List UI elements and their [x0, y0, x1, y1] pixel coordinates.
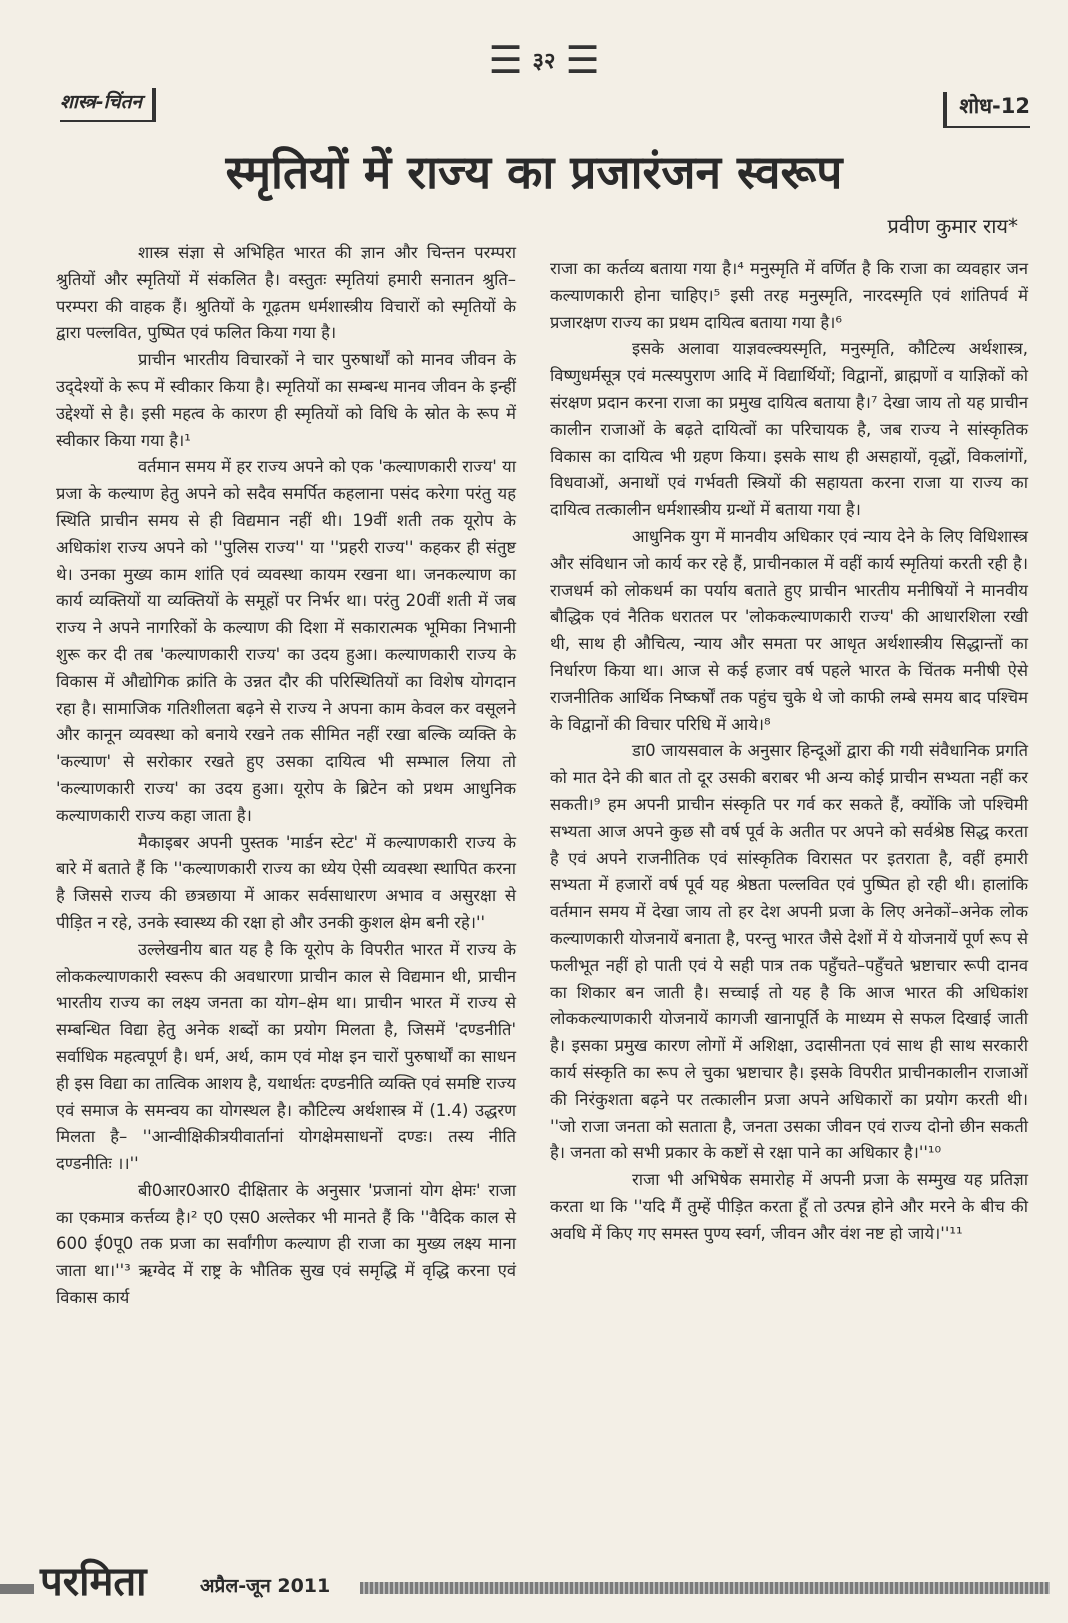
paragraph: राजा का कर्तव्य बताया गया है।⁴ मनुस्मृति में वर्णित है कि राजा का व्यवहार जन कल्याणकारी होना चाहिए।⁵ इसी तरह मनुस्मृति, नारदस्मृति एवं शांतिपर्व में प्रजारक्षण राज्य का प्रथम दायित्व बताया गया है।⁶ — [550, 259, 1028, 332]
footer-right-bar — [360, 1582, 1050, 1594]
paragraph: आधुनिक युग में मानवीय अधिकार एवं न्याय देने के लिए विधिशास्त्र और संविधान जो कार्य कर रहे हैं, प्राचीनकाल में वहीं कार्य स्मृतियां करती रही है। राजधर्म को लोकधर्म का पर्याय बताते हुए प्राचीन भारतीय मनीषियों ने मानवीय बौद्धिक एवं नैतिक धरातल पर 'लोककल्याणकारी राज्य' की आधारशिला रखी थी, साथ ही औचित्य, न्याय और समता पर आधृत अर्थशास्त्रीय सिद्धान्तों का निर्धारण किया था। आज से कई हजार वर्ष पहले भारत के चिंतक मनीषी ऐसे राजनीतिक आर्थिक निष्कर्षों तक पहुंच चुके थे जो काफी लम्बे समय बाद पश्चिम के विद्वानों की विचार परिधि में आये।⁸ — [550, 526, 1028, 734]
paragraph: प्राचीन भारतीय विचारकों ने चार पुरुषार्थों को मानव जीवन के उद्‌देश्यों के रूप में स्वीकार किया है। स्मृतियों का सम्बन्ध मानव जीवन के इन्हीं उद्देश्यों से है। इसी महत्व के कारण ही स्मृतियों को विधि के स्रोत के रूप में स्वीकार किया गया है।¹ — [56, 350, 516, 450]
shodh-label: शोध-12 — [943, 92, 1030, 128]
right-column — [550, 256, 1028, 1247]
paragraph: राजा भी अभिषेक समारोह में अपनी प्रजा के सम्मुख यह प्रतिज्ञा करता था कि ''यदि मैं तुम्हें पीड़ित करता हूँ तो उत्पन्न होने और मरने के बीच की अवधि में किए गए समस्त पुण्य स्वर्ग, जीवन और वंश नष्ट हो जाये।''¹¹ — [550, 1170, 1028, 1243]
right-ornament-icon: ☰ — [565, 38, 600, 82]
paragraph: वर्तमान समय में हर राज्य अपने को एक 'कल्याणकारी राज्य' या प्रजा के कल्याण हेतु अपने को सदैव समर्पित कहलाना पसंद करेगा परंतु यह स्थिति प्राचीन समय से ही विद्यमान नहीं थी। 19वीं शती तक यूरोप के अधिकांश राज्य अपने को ''पुलिस राज्य'' या ''प्रहरी राज्य'' कहकर ही संतुष्ट थे। उनका मुख्य काम शांति एवं व्यवस्था कायम रखना था। जनकल्याण का कार्य व्यक्तियों या व्यक्तियों के समूहों पर निर्भर था। परंतु 20वीं शती में जब राज्य ने अपने नागरिकों के कल्याण की दिशा में सकारात्मक भूमिका निभानी शुरू कर दी तब 'कल्याणकारी राज्य' का उदय हुआ। कल्याणकारी राज्य के विकास में औद्योगिक क्रांति के उन्नत दौर की परिस्थितियों का विशेष योगदान रहा है। सामाजिक गतिशीलता बढ़ने से राज्य ने अपना काम केवल कर वसूलने और कानून व्यवस्था को बनाये रखने तक सीमित नहीं रखा बल्कि व्यक्ति के 'कल्याण' से सरोकार रखते हुए उसका दायित्व भी सम्भाल लिया तो 'कल्याणकारी राज्य' का उदय हुआ। यूरोप के ब्रिटेन को प्रथम आधुनिक कल्याणकारी राज्य कहा जाता है। — [56, 457, 517, 825]
paragraph: मैकाइबर अपनी पुस्तक 'मार्डन स्टेट' में कल्याणकारी राज्य के बारे में बताते हैं कि ''कल्याणकारी राज्य का ध्येय ऐसी व्यवस्था स्थापित करना है जिससे राज्य की छत्रछाया में आकर सर्वसाधारण अभाव व असुरक्षा से पीड़ित न रहे, उनके स्वास्थ्य की रक्षा हो और उनकी कुशल क्षेम बनी रहे।'' — [56, 832, 516, 932]
section-label: शास्त्र-चिंतन — [60, 88, 156, 122]
paragraph: उल्लेखनीय बात यह है कि यूरोप के विपरीत भारत में राज्य के लोककल्याणकारी स्वरूप की अवधारणा प्राचीन काल से विद्यमान थी, प्राचीन भारतीय राज्य का लक्ष्य जनता का योग–क्षेम था। प्राचीन भारत में राज्य से सम्बन्धित विद्या हेतु अनेक शब्दों का प्रयोग मिलता है, जिसमें 'दण्डनीति' सर्वाधिक महत्वपूर्ण है। धर्म, अर्थ, काम एवं मोक्ष इन चारों पुरुषार्थों का साधन ही इस विद्या का तात्विक आशय है, यथार्थतः दण्डनीति व्यक्ति एवं समष्टि राज्य एवं समाज के समन्वय का योगस्थल है। कौटिल्य अर्थशास्त्र में (1.4) उद्धरण मिलता है– ''आन्वीक्षिकीत्रयीवार्तानां योगक्षेमसाधनों दण्डः। तस्य नीति दण्डनीतिः ।।'' — [56, 939, 516, 1174]
paragraph: शास्त्र संज्ञा से अभिहित भारत की ज्ञान और चिन्तन परम्परा श्रुतियों और स्मृतियों में संकलित है। वस्तुतः स्मृतियां हमारी सनातन श्रुति–परम्परा की वाहक हैं। श्रुतियों के गूढ़तम धर्मशास्त्रीय विचारों को स्मृतियों के द्वारा पल्लवित, पुष्पित एवं फलित किया गया है। — [56, 243, 516, 343]
article-title: स्मृतियों में राज्य का प्रजारंजन स्वरूप — [225, 145, 843, 199]
page-footer — [0, 1560, 1068, 1610]
magazine-brand: परमिता — [40, 1559, 147, 1605]
paragraph: डा0 जायसवाल के अनुसार हिन्दूओं द्वारा की गयी संवैधानिक प्रगति को मात देने की बात तो दूर उसकी बराबर भी अन्य कोई प्राचीन सभ्यता नहीं कर सकती।⁹ हम अपनी प्राचीन संस्कृति पर गर्व कर सकते हैं, क्योंकि जो पश्चिमी सभ्यता आज अपने कुछ सौ वर्ष पूर्व के अतीत पर अपने को सर्वश्रेष्ठ सिद्ध करता है एवं अपने राजनीतिक एवं सांस्कृतिक विरासत पर इतराता है, वहीं हमारी सभ्यता में हजारों वर्ष पूर्व यह श्रेष्ठता पल्लवित एवं पुष्पित हो रही थी। हालांकि वर्तमान समय में देखा जाय तो हर देश अपनी प्रजा के लिए अनेकों–अनेक लोक कल्याणकारी योजनायें बनाता है, परन्तु भारत जैसे देशों में ये योजनायें पूर्ण रूप से फलीभूत नहीं हो पाती एवं ये सही पात्र तक पहुँचते–पहुँचते भ्रष्टाचार रूपी दानव का शिकार बन जाती है। सच्चाई तो यह है कि आज भारत की अधिकांश लोककल्याणकारी योजनायें कागजी खानापूर्ति के माध्यम से सफल दिखाई जाती है। इसका प्रमुख कारण लोगों में अशिक्षा, उदासीनता एवं साथ ही साथ सरकारी कार्य संस्कृति का रूप ले चुका भ्रष्टाचार है। इसके विपरीत प्राचीनकालीन राजाओं की निरंकुशता बढ़ने पर तत्कालीन प्रजा अपने अधिकारों का प्रयोग करती थी। ''जो राजा जनता को सताता है, जनता उसका जीवन एवं राज्य दोनो छीन सकती है। जनता को सभी प्रकार के कष्टों से रक्षा पाने का अधिकार है।''¹⁰ — [550, 741, 1028, 1163]
paragraph: इसके अलावा याज्ञवल्क्यस्मृति, मनुस्मृति, कौटिल्य अर्थशास्त्र, विष्णुधर्मसूत्र एवं मत्स्यपुराण आदि में विद्यार्थियों; विद्वानों, ब्राह्मणों व याज्ञिकों को संरक्षण प्रदान करना राजा का प्रमुख दायित्व बताया है।⁷ देखा जाय तो यह प्राचीन कालीन राजाओं के बढ़ते दायित्वों का परिचायक है, जब राज्य ने सांस्कृतिक विकास का दायित्व भी ग्रहण किया। इसके साथ ही असहायों, वृद्धों, विकलांगों, विधवाओं, अनाथों एवं गर्भवती स्त्रियों की सहायता करना राजा या राज्य का दायित्व तत्कालीन धर्मशास्त्रीय ग्रन्थों में बताया गया है। — [550, 339, 1028, 520]
page-number-header — [484, 30, 604, 90]
page-number: ३२ — [532, 49, 556, 74]
author-name: प्रवीण कुमार राय* — [887, 214, 1018, 238]
paragraph: बी0आर0आर0 दीक्षितार के अनुसार 'प्रजानां योग क्षेमः' राजा का एकमात्र कर्त्तव्य है।² ए0 एस0 अल्तेकर भी मानते हैं कि ''वैदिक काल से 600 ई0पू0 तक प्रजा का सर्वांगीण कल्याण ही राजा का मुख्य लक्ष्य माना जाता था।''³ ऋग्वेद में राष्ट्र के भौतिक सुख एवं समृद्धि में वृद्धि करना एवं विकास कार्य — [56, 1180, 516, 1308]
left-column — [56, 240, 516, 1312]
left-ornament-icon: ☰ — [488, 38, 523, 82]
issue-date: अप्रैल-जून 2011 — [200, 1575, 331, 1597]
footer-left-bar — [0, 1584, 34, 1594]
